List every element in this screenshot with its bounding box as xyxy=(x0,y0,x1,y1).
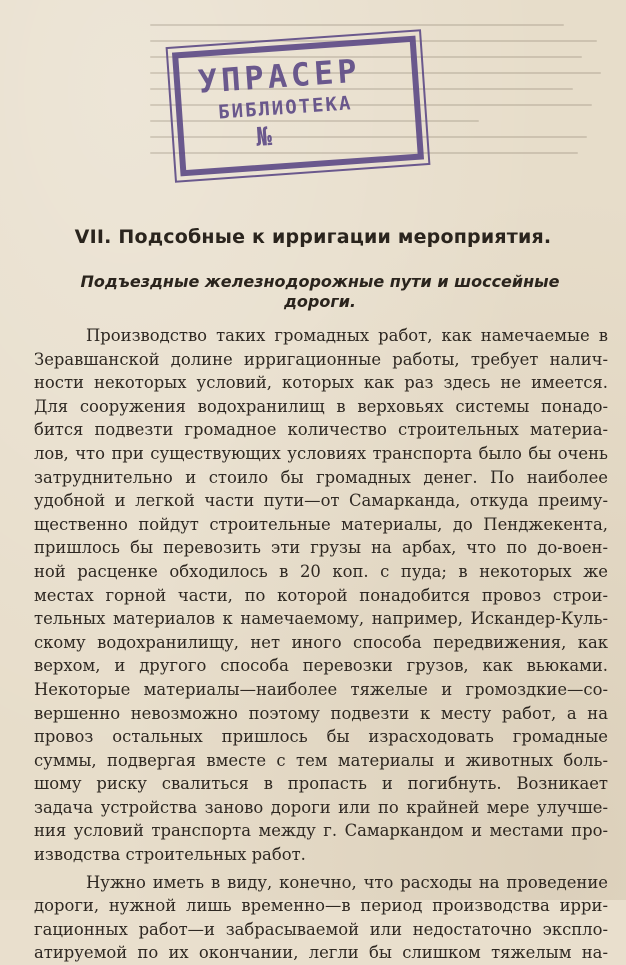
text-line: тельных материалов к намечаемому, например, Искандер-Куль- xyxy=(34,609,608,629)
text-line: Зеравшанской долине ирригационные работы, требует налич- xyxy=(34,349,608,369)
text-line: щественно пойдут строительные материалы, до Пенджекента, xyxy=(34,514,608,534)
text-line: затруднительно и стоило бы громадных денег. По наиболее xyxy=(34,467,608,487)
library-stamp xyxy=(172,36,424,177)
text-line: изводства строительных работ. xyxy=(34,845,306,865)
chapter-title: VII. Подсобные к ирригации мероприятия. xyxy=(74,226,552,248)
text-line: местах горной части, по которой понадобится провоз строи- xyxy=(34,585,608,605)
text-line: задача устройства заново дороги или по крайней мере улучше- xyxy=(34,797,608,817)
text-line: лов, что при существующих условиях транспорта было бы очень xyxy=(34,443,608,463)
text-line: пришлось бы перевозить эти грузы на арбах, что по до-воен- xyxy=(34,538,608,558)
text-line: суммы, подвергая вместе с тем материалы и животных боль- xyxy=(34,750,608,770)
paragraph-1 xyxy=(34,324,608,867)
text-line: гационных работ—и забрасываемой или недостаточно экспло- xyxy=(34,919,608,939)
stamp-line-number: № xyxy=(255,121,273,153)
text-line: Некоторые материалы—наиболее тяжелые и громоздкие—со- xyxy=(34,679,608,699)
text-line: бится подвезти громадное количество строительных материа- xyxy=(34,420,608,440)
text-line: ния условий транспорта между г. Самаркандом и местами про- xyxy=(34,821,608,841)
stamp-line-organization: УПРАСЕР xyxy=(196,51,362,101)
text-line: верхом, и другого способа перевозки грузов, как вьюками. xyxy=(34,656,608,676)
text-line: шому риску свалиться в пропасть и погибнуть. Возникает xyxy=(34,774,608,794)
section-title-line-1: Подъездные железнодорожные пути и шоссейные xyxy=(80,272,560,291)
paragraph-2 xyxy=(34,871,608,965)
stamp-line-library: БИБЛИОТЕКА xyxy=(217,92,354,124)
text-line: дороги, нужной лишь временно—в период производства ирри- xyxy=(34,896,608,916)
text-line: атируемой по их окончании, легли бы слишком тяжелым на- xyxy=(34,943,608,963)
text-line: Нужно иметь в виду, конечно, что расходы на проведение xyxy=(86,872,608,892)
text-line: удобной и легкой части пути—от Самарканда, откуда преиму- xyxy=(34,491,608,511)
text-line: провоз остальных пришлось бы израсходовать громадные xyxy=(34,727,608,747)
text-line: вершенно невозможно поэтому подвезти к месту работ, а на xyxy=(34,703,608,723)
text-line: ной расценке обходилось в 20 коп. с пуда; в некоторых же xyxy=(34,561,608,581)
text-line: скому водохранилищу, нет иного способа передвижения, как xyxy=(34,632,608,652)
text-line: Производство таких громадных работ, как намечаемые в xyxy=(86,326,608,345)
text-line: ности некоторых условий, которых как раз здесь не имеется. xyxy=(34,373,608,393)
text-line: Для сооружения водохранилищ в верховьях системы понадо- xyxy=(34,396,608,416)
section-title-line-2: дороги. xyxy=(283,292,356,311)
body-text xyxy=(34,324,608,965)
section-title xyxy=(40,272,600,312)
